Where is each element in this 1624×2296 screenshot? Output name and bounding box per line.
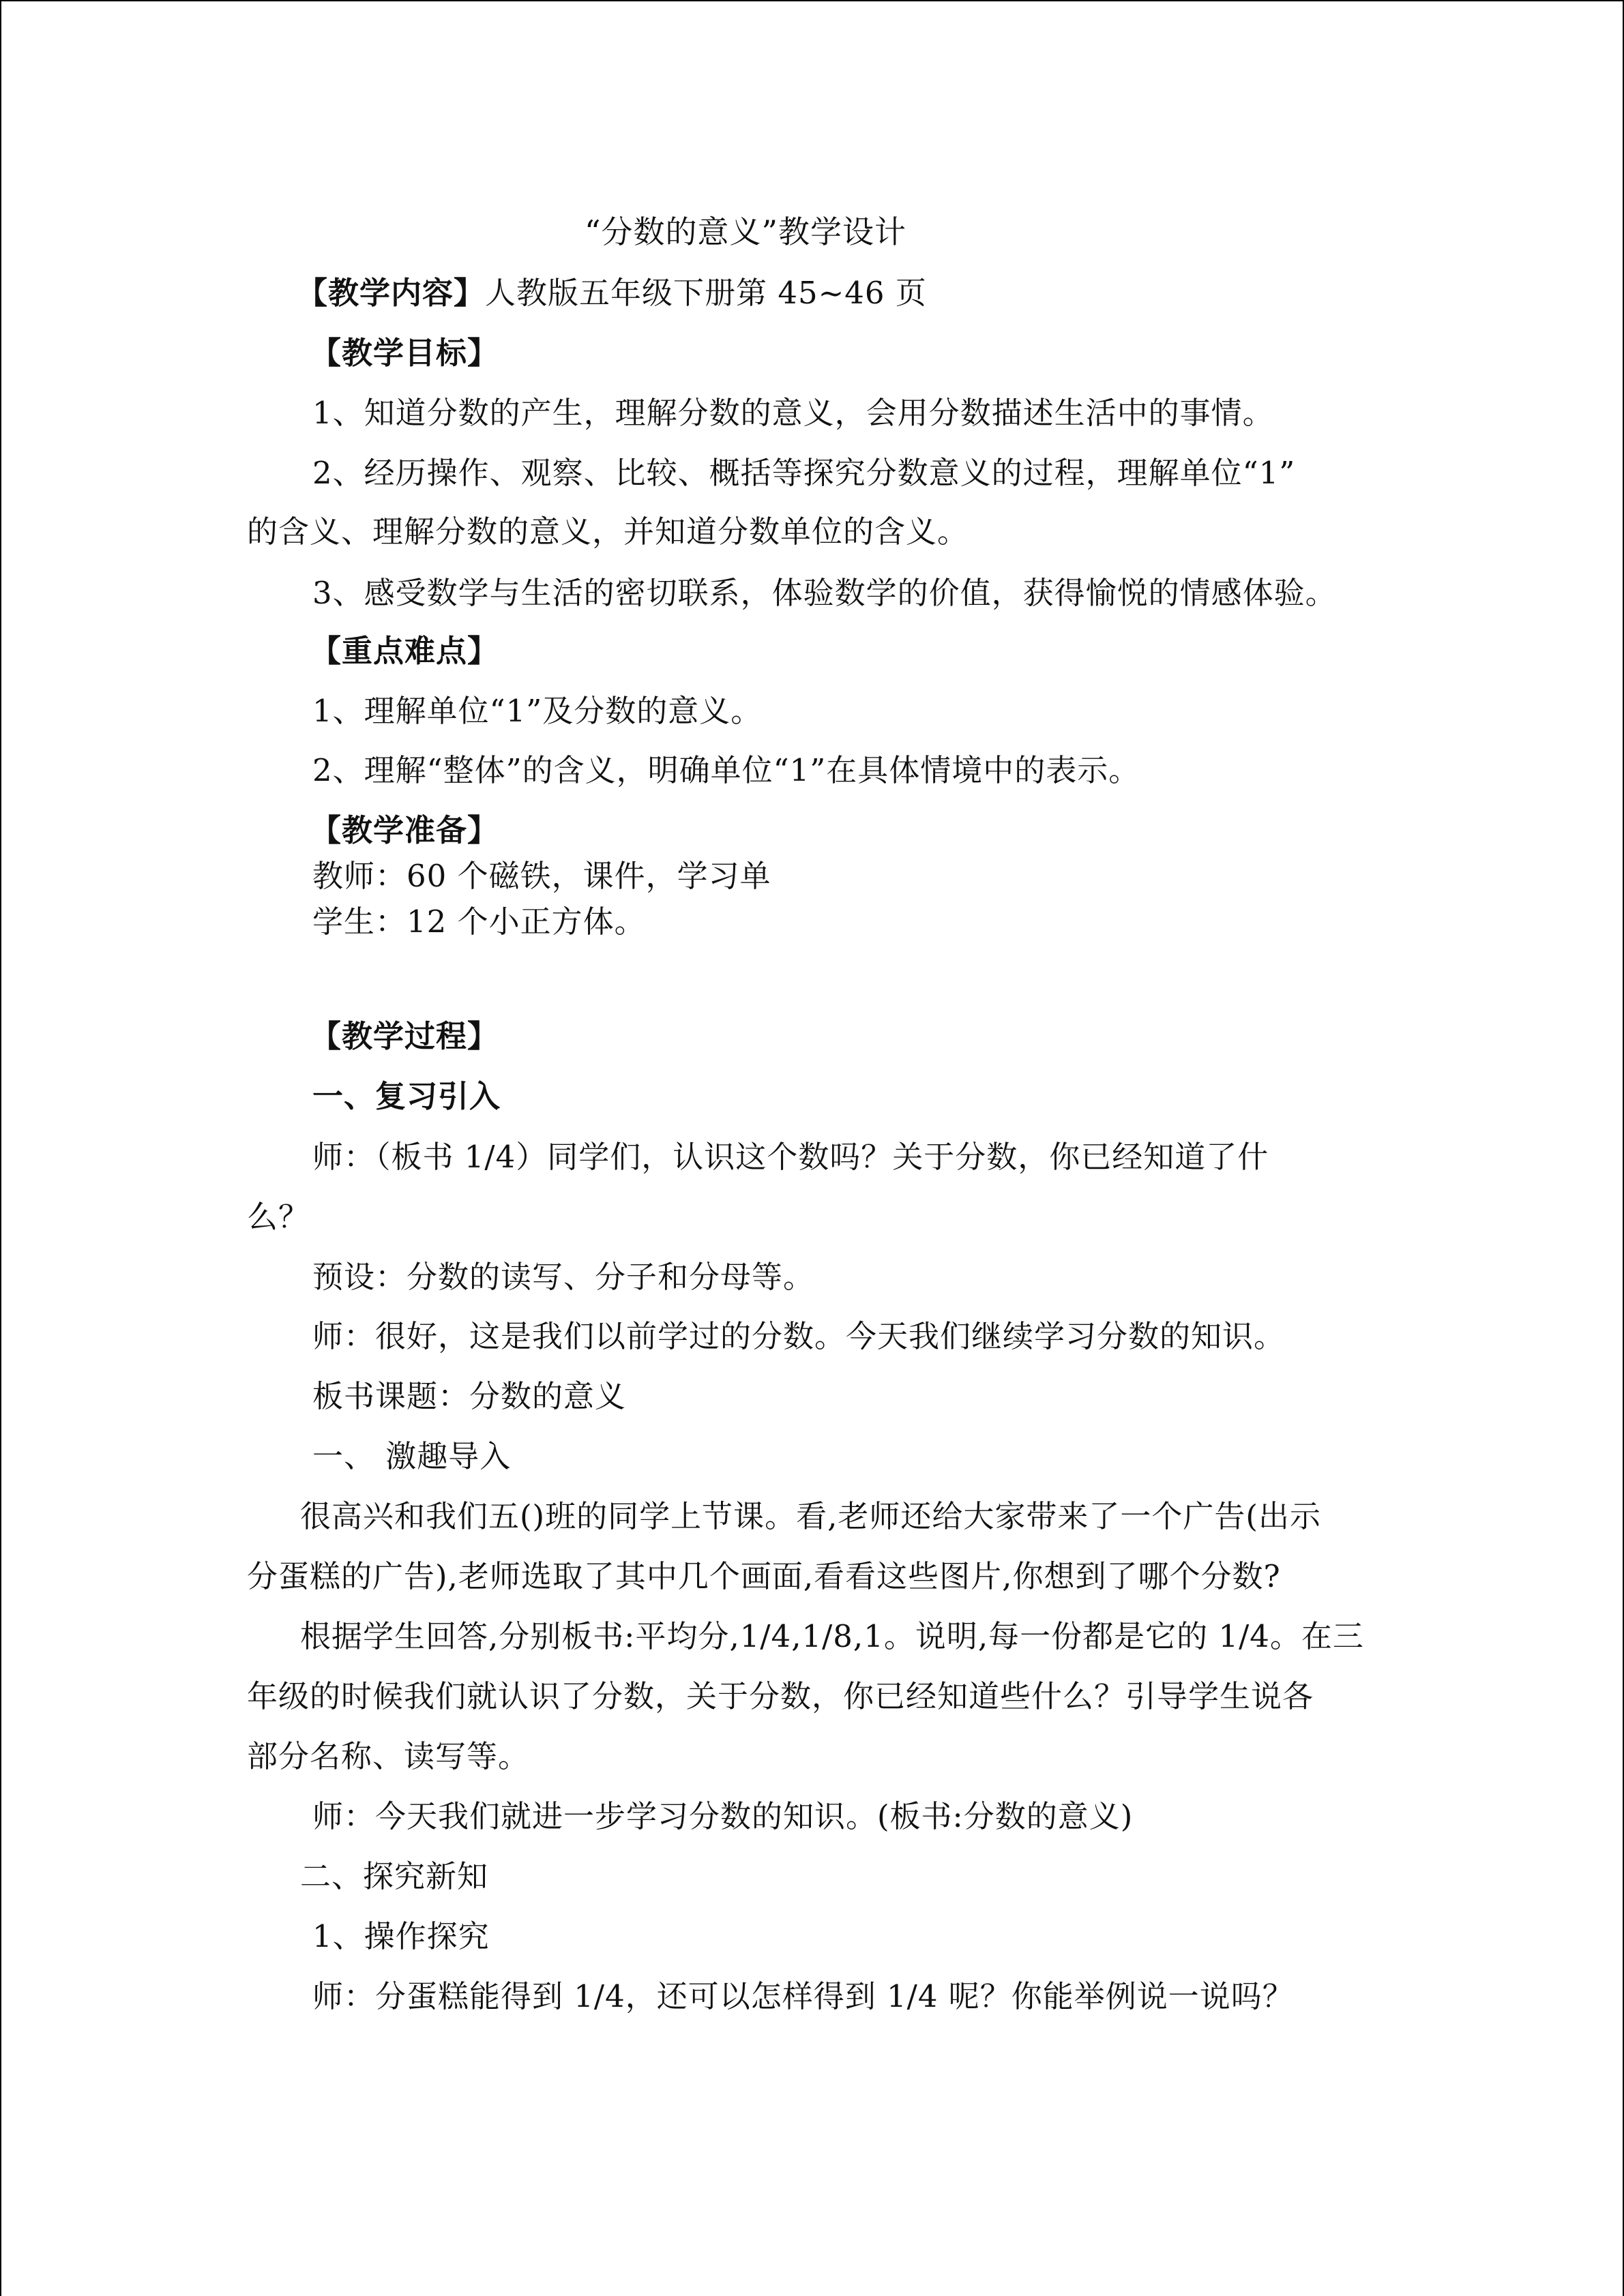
page-left-border (0, 0, 1, 2296)
paragraph-5-line-2: 分蛋糕的广告),老师选取了其中几个画面,看看这些图片,你想到了哪个分数? (247, 1558, 1281, 1594)
paragraph-1-line-1: 师：（板书 1/4）同学们，认识这个数吗？关于分数，你已经知道了什 (312, 1139, 1269, 1175)
goal-1: 1、知道分数的产生，理解分数的意义，会用分数描述生活中的事情。 (312, 395, 1274, 431)
goal-2-line-2: 的含义、理解分数的意义，并知道分数单位的含义。 (247, 513, 969, 550)
keypoint-2: 2、理解“整体”的含义，明确单位“1”在具体情境中的表示。 (312, 752, 1140, 788)
paragraph-6-line-2: 年级的时候我们就认识了分数，关于分数，你已经知道些什么？引导学生说各 (247, 1678, 1314, 1714)
goals-heading: 【教学目标】 (310, 335, 499, 371)
paragraph-6-line-3: 部分名称、读写等。 (247, 1738, 530, 1774)
prep-heading: 【教学准备】 (310, 812, 499, 848)
section-interest-intro: 一、 激趣导入 (312, 1438, 512, 1474)
keypoints-heading: 【重点难点】 (310, 633, 499, 669)
document-title: “分数的意义”教学设计 (585, 213, 907, 250)
paragraph-2: 预设：分数的读写、分子和分母等。 (312, 1259, 815, 1295)
keypoint-1: 1、理解单位“1”及分数的意义。 (312, 693, 763, 729)
page-top-border (0, 0, 1623, 1)
prep-teacher: 教师：60 个磁铁，课件，学习单 (312, 858, 771, 894)
section-explore-new: 二、探究新知 (300, 1858, 489, 1894)
paragraph-6-line-1: 根据学生回答,分别板书:平均分,1/4,1/8,1。说明,每一份都是它的 1/4。在三 (300, 1618, 1364, 1654)
paragraph-1-line-2: 么？ (247, 1199, 310, 1235)
paragraph-3: 师：很好，这是我们以前学过的分数。今天我们继续学习分数的知识。 (312, 1318, 1286, 1354)
subsection-operation: 1、操作探究 (312, 1918, 490, 1954)
process-heading: 【教学过程】 (310, 1018, 499, 1054)
paragraph-5-line-1: 很高兴和我们五()班的同学上节课。看,老师还给大家带来了一个广告(出示 (300, 1498, 1321, 1534)
paragraph-8: 师：分蛋糕能得到 1/4，还可以怎样得到 1/4 呢？你能举例说一说吗？ (312, 1978, 1294, 2014)
teaching-content-label: 【教学内容】 (297, 275, 486, 311)
paragraph-7: 师：今天我们就进一步学习分数的知识。(板书:分数的意义) (312, 1798, 1134, 1834)
paragraph-4: 板书课题：分数的意义 (312, 1378, 627, 1414)
goal-3: 3、感受数学与生活的密切联系，体验数学的价值，获得愉悦的情感体验。 (312, 575, 1337, 611)
goal-2-line-1: 2、经历操作、观察、比较、概括等探究分数意义的过程，理解单位“1” (312, 455, 1296, 491)
prep-student: 学生：12 个小正方体。 (312, 904, 646, 940)
section-review-intro: 一、复习引入 (312, 1078, 501, 1114)
teaching-content-text: 人教版五年级下册第 45~46 页 (485, 275, 927, 311)
teaching-content-line (297, 273, 927, 314)
